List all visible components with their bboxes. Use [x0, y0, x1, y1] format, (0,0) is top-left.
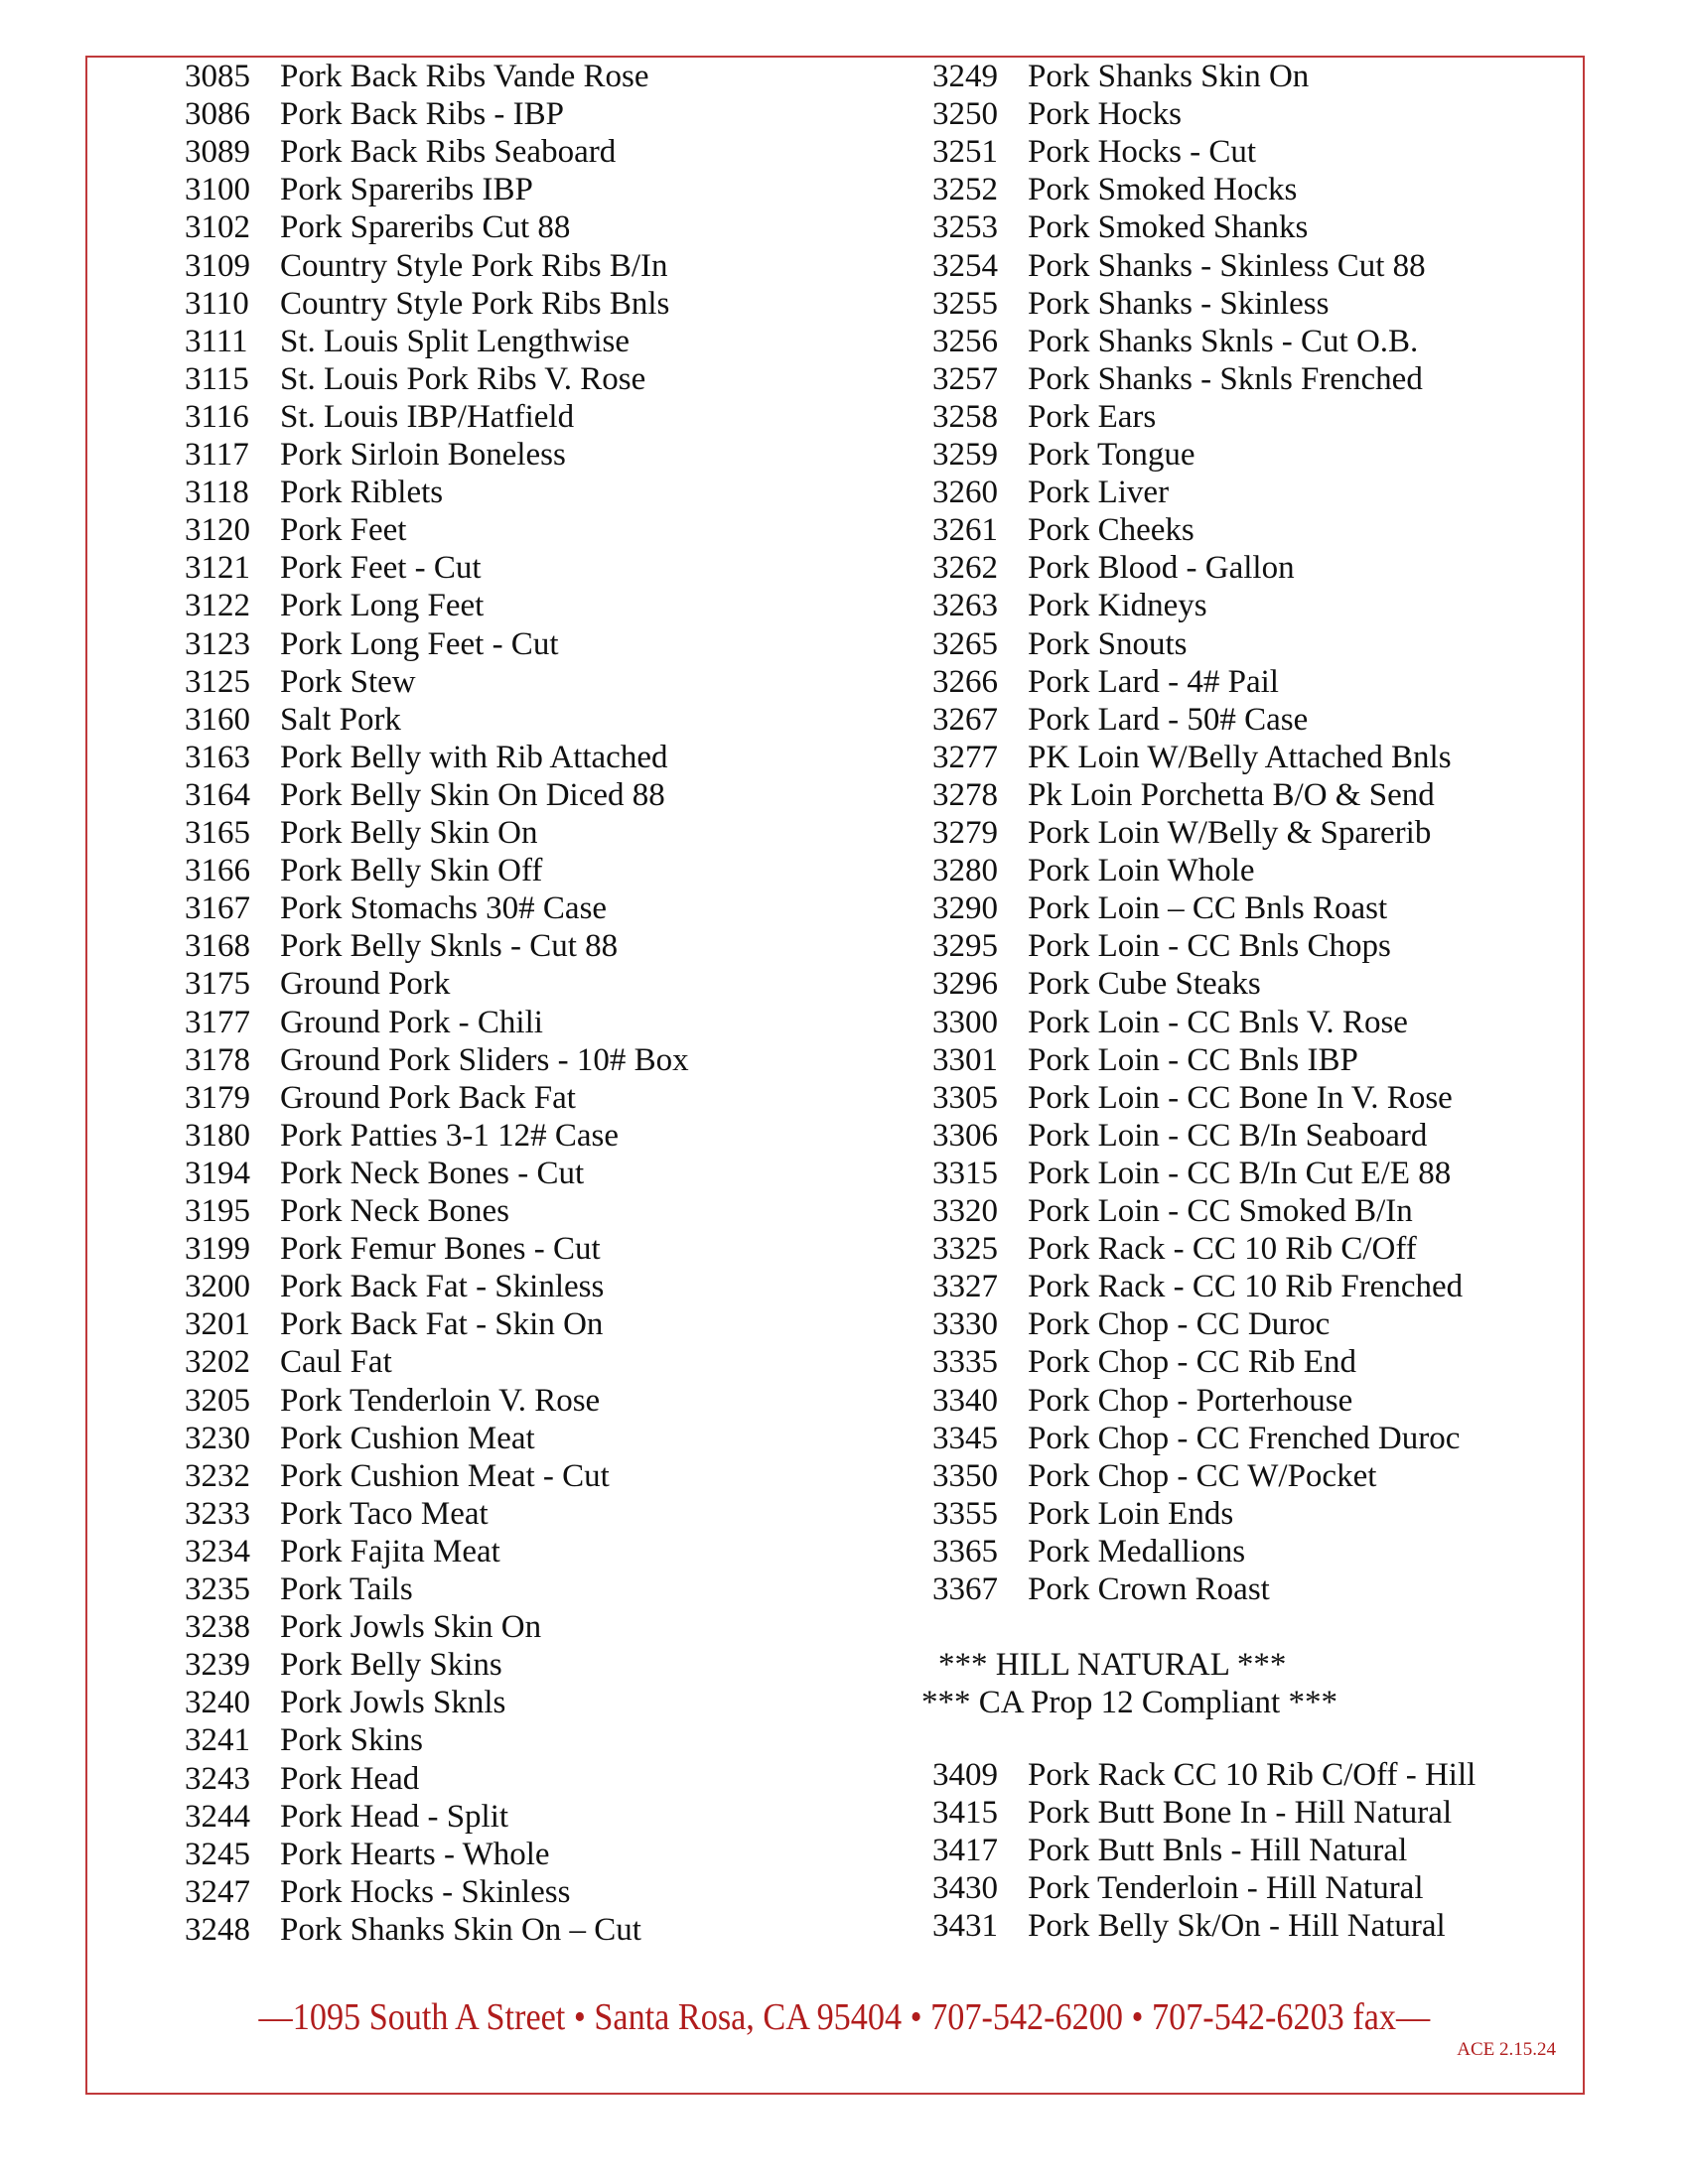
product-name: Pork Hocks - Skinless: [280, 1873, 571, 1910]
product-name: Pork Cushion Meat - Cut: [280, 1457, 610, 1494]
product-code: 3251: [932, 134, 998, 171]
product-code: 3111: [185, 323, 248, 359]
product-name: Pork Cheeks: [1028, 512, 1195, 549]
product-code: 3163: [185, 739, 250, 775]
product-name: Pork Stomachs 30# Case: [280, 890, 608, 927]
product-code: 3117: [185, 437, 249, 473]
product-code: 3195: [185, 1193, 250, 1229]
product-name: Pork Smoked Shanks: [1028, 209, 1309, 246]
product-code: 3205: [185, 1382, 250, 1419]
product-name: Pork Loin - CC Bnls IBP: [1028, 1041, 1358, 1078]
product-code: 3330: [932, 1306, 998, 1343]
product-code: 3085: [185, 59, 250, 94]
product-code: 3244: [185, 1798, 250, 1835]
product-name: Pork Blood - Gallon: [1028, 550, 1295, 587]
product-code: 3179: [185, 1079, 250, 1116]
product-code: 3200: [185, 1269, 250, 1305]
product-code: 3296: [932, 966, 998, 1003]
product-code: 3110: [185, 285, 249, 322]
product-code: 3175: [185, 966, 250, 1003]
product-code: 3261: [932, 512, 998, 549]
product-name: Pork Back Ribs - IBP: [280, 96, 565, 133]
product-code: 3367: [932, 1571, 998, 1607]
product-name: Pork Feet - Cut: [280, 550, 482, 587]
product-code: 3168: [185, 928, 250, 965]
product-name: Pork Chop - CC W/Pocket: [1028, 1457, 1377, 1494]
product-name: Pork Kidneys: [1028, 588, 1207, 624]
product-code: 3417: [932, 1833, 998, 1869]
product-code: 3178: [185, 1041, 250, 1078]
product-name: Pork Ears: [1028, 398, 1157, 435]
product-name: Pork Belly with Rib Attached: [280, 739, 668, 775]
product-name: Pork Smoked Hocks: [1028, 172, 1298, 208]
product-name: Pork Tails: [280, 1571, 413, 1607]
product-code: 3277: [932, 739, 998, 775]
product-code: 3241: [185, 1722, 250, 1759]
product-name: Pork Back Ribs Vande Rose: [280, 59, 649, 94]
product-code: 3102: [185, 209, 250, 246]
product-name: Pork Chop - CC Rib End: [1028, 1344, 1356, 1381]
product-code: 3250: [932, 96, 998, 133]
product-code: 3254: [932, 247, 998, 284]
product-code: 3120: [185, 512, 250, 549]
product-code: 3340: [932, 1382, 998, 1419]
product-name: Pork Stew: [280, 663, 416, 700]
product-name: Pork Shanks Skin On – Cut: [280, 1911, 641, 1948]
product-code: 3248: [185, 1911, 250, 1948]
product-name: Pork Loin - CC B/In Cut E/E 88: [1028, 1155, 1452, 1191]
product-code: 3345: [932, 1420, 998, 1456]
product-code: 3290: [932, 890, 998, 927]
product-name: Ground Pork - Chili: [280, 1004, 543, 1040]
product-name: Pork Lard - 50# Case: [1028, 701, 1309, 738]
product-name: Pork Feet: [280, 512, 407, 549]
product-name: Country Style Pork Ribs Bnls: [280, 285, 670, 322]
product-name: St. Louis IBP/Hatfield: [280, 398, 575, 435]
product-name: Pork Shanks Skin On: [1028, 59, 1310, 94]
product-code: 3327: [932, 1269, 998, 1305]
product-name: PK Loin W/Belly Attached Bnls: [1028, 739, 1452, 775]
product-name: Pork Shanks - Skinless: [1028, 285, 1330, 322]
product-code: 3116: [185, 398, 249, 435]
product-name: Pk Loin Porchetta B/O & Send: [1028, 776, 1435, 813]
product-code: 3199: [185, 1231, 250, 1268]
product-code: 3355: [932, 1495, 998, 1532]
product-code: 3125: [185, 663, 250, 700]
product-name: Salt Pork: [280, 701, 401, 738]
product-name: Pork Long Feet - Cut: [280, 625, 559, 662]
hill-natural-heading: *** HILL NATURAL ***: [938, 1647, 1287, 1683]
product-name: Pork Patties 3-1 12# Case: [280, 1117, 619, 1154]
product-code: 3365: [932, 1533, 998, 1570]
product-code: 3122: [185, 588, 250, 624]
product-name: Pork Chop - CC Frenched Duroc: [1028, 1420, 1461, 1456]
product-code: 3232: [185, 1457, 250, 1494]
product-name: Pork Back Ribs Seaboard: [280, 134, 617, 171]
product-code: 3240: [185, 1685, 250, 1721]
product-code: 3409: [932, 1757, 998, 1793]
footer-address: [0, 1995, 1688, 2039]
product-name: Pork Tongue: [1028, 437, 1196, 473]
product-name: Pork Long Feet: [280, 588, 485, 624]
product-code: 3089: [185, 134, 250, 171]
product-name: Pork Belly Sk/On - Hill Natural: [1028, 1908, 1446, 1945]
product-code: 3278: [932, 776, 998, 813]
product-code: 3320: [932, 1193, 998, 1229]
product-name: Pork Loin – CC Bnls Roast: [1028, 890, 1388, 927]
product-name: Caul Fat: [280, 1344, 392, 1381]
product-name: Pork Loin - CC Bnls V. Rose: [1028, 1004, 1408, 1040]
product-code: 3115: [185, 360, 249, 397]
prop12-heading: *** CA Prop 12 Compliant ***: [921, 1685, 1337, 1720]
product-name: Pork Hocks: [1028, 96, 1182, 133]
product-name: Pork Back Fat - Skinless: [280, 1269, 605, 1305]
product-code: 3121: [185, 550, 250, 587]
product-name: Pork Chop - CC Duroc: [1028, 1306, 1331, 1343]
product-name: Pork Butt Bnls - Hill Natural: [1028, 1833, 1408, 1869]
product-code: 3202: [185, 1344, 250, 1381]
product-code: 3257: [932, 360, 998, 397]
product-name: Pork Neck Bones - Cut: [280, 1155, 585, 1191]
product-code: 3245: [185, 1836, 250, 1872]
product-code: 3165: [185, 815, 250, 851]
product-name: Pork Jowls Skin On: [280, 1609, 542, 1646]
product-code: 3239: [185, 1647, 250, 1684]
product-code: 3430: [932, 1870, 998, 1907]
product-code: 3166: [185, 853, 250, 889]
product-code: 3306: [932, 1117, 998, 1154]
product-name: Pork Taco Meat: [280, 1495, 489, 1532]
product-name: Pork Spareribs Cut 88: [280, 209, 571, 246]
product-code: 3164: [185, 776, 250, 813]
product-code: 3243: [185, 1760, 250, 1797]
product-code: 3123: [185, 625, 250, 662]
product-name: Pork Shanks - Skinless Cut 88: [1028, 247, 1426, 284]
product-code: 3180: [185, 1117, 250, 1154]
product-name: Pork Femur Bones - Cut: [280, 1231, 601, 1268]
product-name: Pork Sirloin Boneless: [280, 437, 566, 473]
product-code: 3230: [185, 1420, 250, 1456]
product-name: Pork Medallions: [1028, 1533, 1246, 1570]
product-code: 3305: [932, 1079, 998, 1116]
product-name: Pork Chop - Porterhouse: [1028, 1382, 1353, 1419]
product-code: 3259: [932, 437, 998, 473]
product-code: 3201: [185, 1306, 250, 1343]
product-name: Pork Loin - CC Bone In V. Rose: [1028, 1079, 1453, 1116]
product-code: 3247: [185, 1873, 250, 1910]
product-name: Pork Back Fat - Skin On: [280, 1306, 604, 1343]
product-name: Pork Lard - 4# Pail: [1028, 663, 1279, 700]
product-name: Pork Liver: [1028, 475, 1170, 511]
product-name: Ground Pork: [280, 966, 451, 1003]
product-name: Ground Pork Back Fat: [280, 1079, 576, 1116]
product-code: 3350: [932, 1457, 998, 1494]
product-name: Pork Butt Bone In - Hill Natural: [1028, 1795, 1453, 1832]
product-code: 3266: [932, 663, 998, 700]
product-name: Pork Loin - CC Bnls Chops: [1028, 928, 1391, 965]
product-name: Pork Hocks - Cut: [1028, 134, 1257, 171]
product-code: 3415: [932, 1795, 998, 1832]
product-name: Pork Tenderloin V. Rose: [280, 1382, 601, 1419]
product-name: Pork Fajita Meat: [280, 1533, 500, 1570]
product-code: 3431: [932, 1908, 998, 1945]
product-code: 3325: [932, 1231, 998, 1268]
product-code: 3233: [185, 1495, 250, 1532]
product-code: 3265: [932, 625, 998, 662]
product-code: 3263: [932, 588, 998, 624]
product-name: Pork Loin - CC Smoked B/In: [1028, 1193, 1413, 1229]
product-name: Pork Rack - CC 10 Rib C/Off: [1028, 1231, 1417, 1268]
product-code: 3262: [932, 550, 998, 587]
product-name: Pork Loin Ends: [1028, 1495, 1234, 1532]
product-code: 3118: [185, 475, 249, 511]
product-code: 3167: [185, 890, 250, 927]
product-code: 3249: [932, 59, 998, 94]
product-name: Pork Shanks Sknls - Cut O.B.: [1028, 323, 1419, 359]
product-name: Pork Tenderloin - Hill Natural: [1028, 1870, 1424, 1907]
product-code: 3235: [185, 1571, 250, 1607]
product-code: 3086: [185, 96, 250, 133]
product-name: Pork Crown Roast: [1028, 1571, 1270, 1607]
product-name: Pork Belly Skins: [280, 1647, 502, 1684]
product-code: 3194: [185, 1155, 250, 1191]
product-name: Pork Belly Skin On Diced 88: [280, 776, 665, 813]
product-code: 3238: [185, 1609, 250, 1646]
product-code: 3267: [932, 701, 998, 738]
product-name: Pork Head: [280, 1760, 420, 1797]
product-code: 3234: [185, 1533, 250, 1570]
product-code: 3279: [932, 815, 998, 851]
product-code: 3109: [185, 247, 250, 284]
product-code: 3255: [932, 285, 998, 322]
product-code: 3301: [932, 1041, 998, 1078]
product-code: 3100: [185, 172, 250, 208]
product-code: 3258: [932, 398, 998, 435]
product-name: Pork Belly Sknls - Cut 88: [280, 928, 619, 965]
product-name: Pork Rack - CC 10 Rib Frenched: [1028, 1269, 1464, 1305]
product-name: Pork Head - Split: [280, 1798, 509, 1835]
product-name: Ground Pork Sliders - 10# Box: [280, 1041, 689, 1078]
product-code: 3280: [932, 853, 998, 889]
version-label: ACE 2.15.24: [1457, 2039, 1556, 2060]
product-code: 3253: [932, 209, 998, 246]
product-name: St. Louis Split Lengthwise: [280, 323, 631, 359]
product-name: Pork Jowls Sknls: [280, 1685, 506, 1721]
product-name: Pork Skins: [280, 1722, 423, 1759]
product-code: 3260: [932, 475, 998, 511]
product-name: Pork Snouts: [1028, 625, 1188, 662]
product-name: Pork Neck Bones: [280, 1193, 509, 1229]
product-name: Pork Loin Whole: [1028, 853, 1255, 889]
product-name: Pork Shanks - Sknls Frenched: [1028, 360, 1423, 397]
product-name: St. Louis Pork Ribs V. Rose: [280, 360, 646, 397]
product-name: Pork Belly Skin Off: [280, 853, 543, 889]
product-name: Pork Loin - CC B/In Seaboard: [1028, 1117, 1428, 1154]
product-name: Pork Rack CC 10 Rib C/Off - Hill: [1028, 1757, 1477, 1793]
product-name: Pork Belly Skin On: [280, 815, 538, 851]
product-name: Pork Hearts - Whole: [280, 1836, 550, 1872]
product-name: Pork Loin W/Belly & Sparerib: [1028, 815, 1432, 851]
product-code: 3335: [932, 1344, 998, 1381]
product-name: Pork Cube Steaks: [1028, 966, 1261, 1003]
product-code: 3160: [185, 701, 250, 738]
product-code: 3256: [932, 323, 998, 359]
product-code: 3252: [932, 172, 998, 208]
product-code: 3315: [932, 1155, 998, 1191]
product-name: Pork Riblets: [280, 475, 444, 511]
product-name: Country Style Pork Ribs B/In: [280, 247, 668, 284]
product-name: Pork Spareribs IBP: [280, 172, 533, 208]
product-name: Pork Cushion Meat: [280, 1420, 535, 1456]
product-code: 3177: [185, 1004, 250, 1040]
product-code: 3300: [932, 1004, 998, 1040]
address-text: —1095 South A Street • Santa Rosa, CA 95404 • 707-542-6200 • 707-542-6203 fax—: [258, 1996, 1430, 2038]
product-code: 3295: [932, 928, 998, 965]
